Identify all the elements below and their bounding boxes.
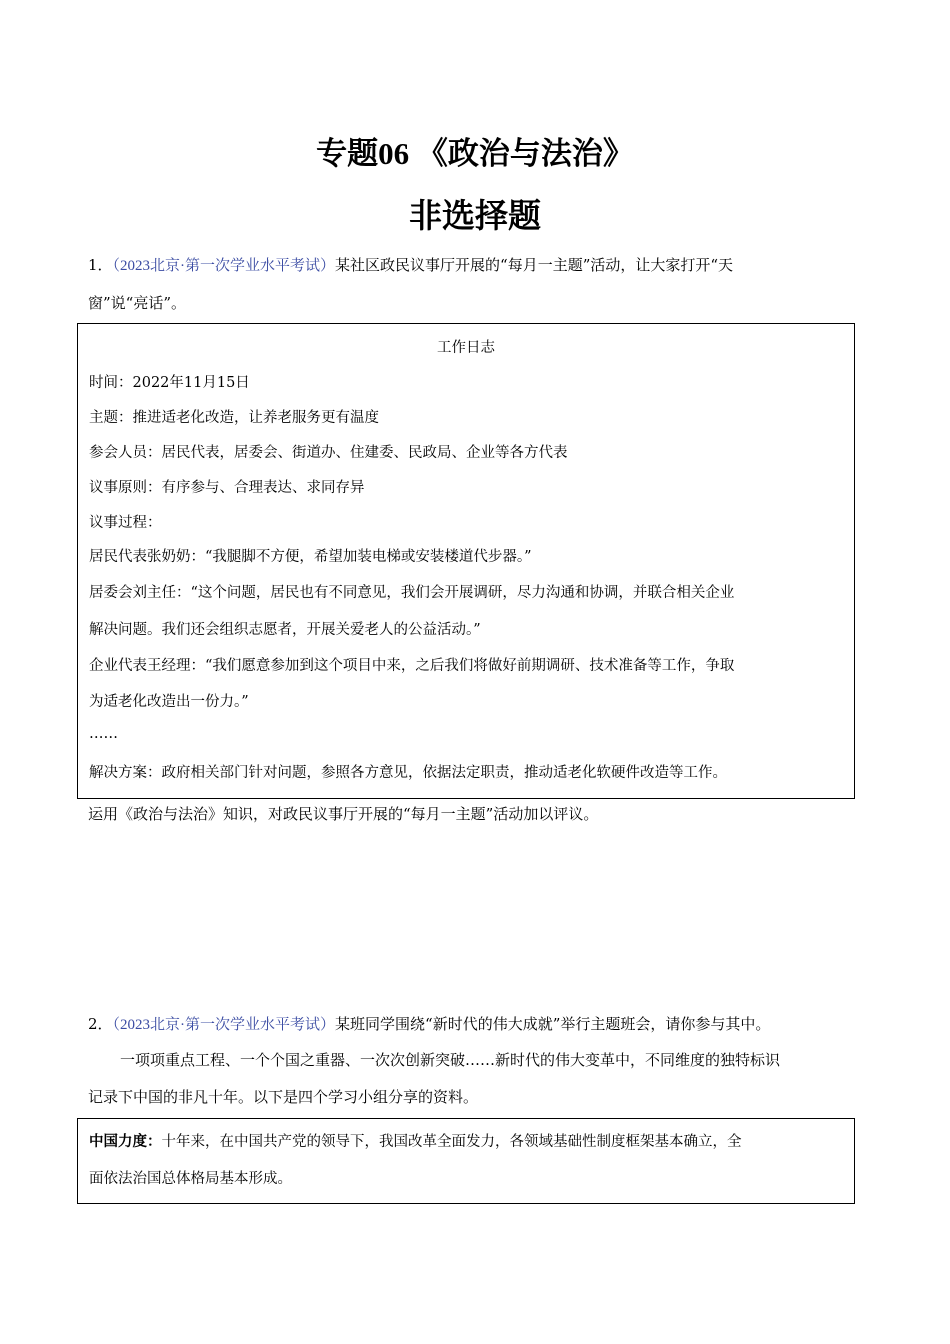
work-log-heading: 工作日志	[437, 340, 495, 356]
material-label: 中国力度：	[89, 1133, 162, 1150]
work-log-line: 主题：推进适老化改造，让养老服务更有温度	[89, 410, 379, 426]
q2-stem-line1	[88, 1007, 868, 1042]
work-log-line: ……	[89, 726, 118, 742]
q2-paragraph-line1: 一项项重点工程、一个个国之重器、一次次创新突破……新时代的伟大变革中，不同维度的独特标识	[120, 1051, 781, 1069]
work-log-line: 时间：2022年11月15日	[89, 375, 250, 391]
q1-prompt: 运用《政治与法治》知识，对政民议事厅开展的“每月一主题”活动加以评议。	[88, 805, 599, 823]
work-log-line: 企业代表王经理：“我们愿意参加到这个项目中来，之后我们将做好前期调研、技术准备等工作，争取	[89, 658, 735, 674]
work-log-line: 居委会刘主任：“这个问题，居民也有不同意见，我们会开展调研，尽力沟通和协调，并联合相关企业	[89, 585, 735, 601]
q2-stem-text: 某班同学围绕“新时代的伟大成就”举行主题班会，请你参与其中。	[335, 1015, 771, 1033]
work-log-line: 为适老化改造出一份力。”	[89, 694, 249, 710]
q1-number: 1．	[88, 256, 113, 274]
material-line1	[89, 1130, 742, 1151]
material-text: 十年来，在中国共产党的领导下，我国改革全面发力，各领域基础性制度框架基本确立，全	[161, 1134, 742, 1150]
q2-source: （2023北京·第一次学业水平考试）	[112, 1017, 336, 1033]
page-subtitle: 非选择题	[409, 199, 541, 235]
work-log-line: 解决方案：政府相关部门针对问题，参照各方意见，依据法定职责，推动适老化软硬件改造等工作。	[89, 765, 727, 781]
q1-source: （2023北京·第一次学业水平考试）	[112, 258, 336, 274]
work-log-line: 解决问题。我们还会组织志愿者，开展关爱老人的公益活动。”	[89, 622, 481, 638]
q2-paragraph-line2: 记录下中国的非凡十年。以下是四个学习小组分享的资料。	[88, 1088, 479, 1106]
q2-number: 2．	[88, 1015, 113, 1033]
q1-stem-line2: 窗”说“亮话”。	[88, 294, 187, 312]
q2-material-box	[77, 1118, 855, 1204]
page-title: 专题06 《政治与法治》	[316, 136, 634, 171]
material-line2: 面依法治国总体格局基本形成。	[89, 1171, 292, 1187]
work-log-line: 居民代表张奶奶：“我腿脚不方便，希望加装电梯或安装楼道代步器。”	[89, 549, 532, 565]
q1-work-log-box	[77, 323, 855, 799]
work-log-line: 议事过程：	[89, 515, 162, 531]
q1-stem-text: 某社区政民议事厅开展的“每月一主题”活动，让大家打开“天	[335, 256, 734, 274]
q1-stem-line1	[88, 248, 868, 283]
work-log-line: 参会人员：居民代表，居委会、街道办、住建委、民政局、企业等各方代表	[89, 445, 568, 461]
work-log-line: 议事原则：有序参与、合理表达、求同存异	[89, 480, 365, 496]
